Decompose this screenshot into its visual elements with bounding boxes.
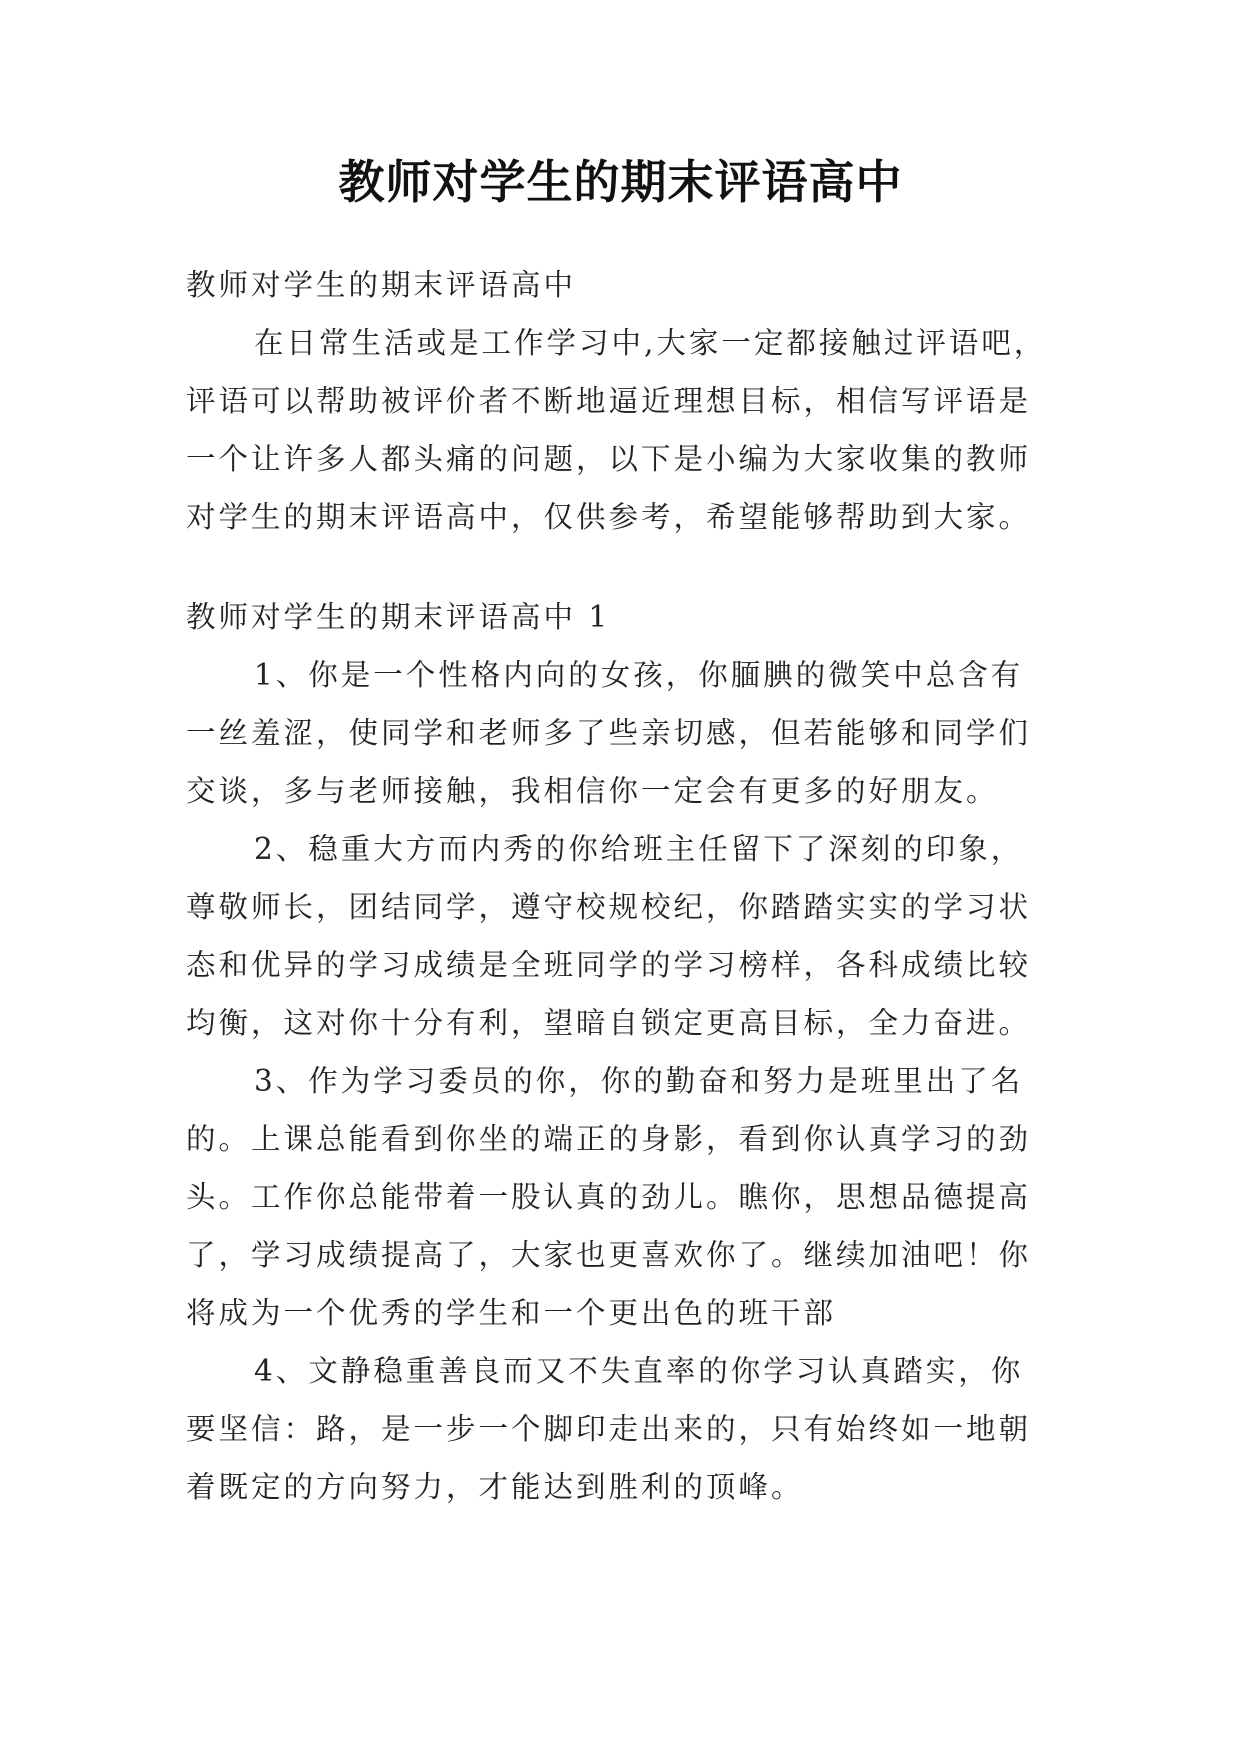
intro-line: 在日常生活或是工作学习中,大家一定都接触过评语吧， <box>254 326 1047 360</box>
item-line: 尊敬师长，团结同学，遵守校规校纪，你踏踏实实的学习状 <box>186 890 1032 924</box>
item-line: 着既定的方向努力，才能达到胜利的顶峰。 <box>186 1470 804 1504</box>
item-line: 的。上课总能看到你坐的端正的身影，看到你认真学习的劲 <box>186 1122 1032 1156</box>
intro-line: 对学生的期末评语高中，仅供参考，希望能够帮助到大家。 <box>186 500 1032 534</box>
item-line: 2、稳重大方而内秀的你给班主任留下了深刻的印象， <box>254 832 1024 866</box>
section-gap <box>186 546 1056 588</box>
item-line: 要坚信：路，是一步一个脚印走出来的，只有始终如一地朝 <box>186 1412 1032 1446</box>
document-body <box>186 256 1056 1516</box>
document-title: 教师对学生的期末评语高中 <box>338 155 903 209</box>
intro-line: 评语可以帮助被评价者不断地逼近理想目标，相信写评语是 <box>186 384 1032 418</box>
item-line: 一丝羞涩，使同学和老师多了些亲切感，但若能够和同学们 <box>186 716 1032 750</box>
item-line: 1、你是一个性格内向的女孩，你腼腆的微笑中总含有 <box>254 658 1024 692</box>
item-line: 交谈，多与老师接触，我相信你一定会有更多的好朋友。 <box>186 774 999 808</box>
item-line: 3、作为学习委员的你，你的勤奋和努力是班里出了名 <box>254 1064 1024 1098</box>
item-line: 4、文静稳重善良而又不失直率的你学习认真踏实，你 <box>254 1354 1024 1388</box>
item-line: 均衡，这对你十分有利，望暗自锁定更高目标，全力奋进。 <box>186 1006 1032 1040</box>
item-line: 头。工作你总能带着一股认真的劲儿。瞧你，思想品德提高 <box>186 1180 1032 1214</box>
intro-heading: 教师对学生的期末评语高中 <box>186 268 577 302</box>
section-heading: 教师对学生的期末评语高中 1 <box>186 600 611 634</box>
item-line: 将成为一个优秀的学生和一个更出色的班干部 <box>186 1296 837 1330</box>
intro-line: 一个让许多人都头痛的问题，以下是小编为大家收集的教师 <box>186 442 1032 476</box>
item-line: 态和优异的学习成绩是全班同学的学习榜样，各科成绩比较 <box>186 948 1032 982</box>
item-line: 了，学习成绩提高了，大家也更喜欢你了。继续加油吧！你 <box>186 1238 1032 1272</box>
